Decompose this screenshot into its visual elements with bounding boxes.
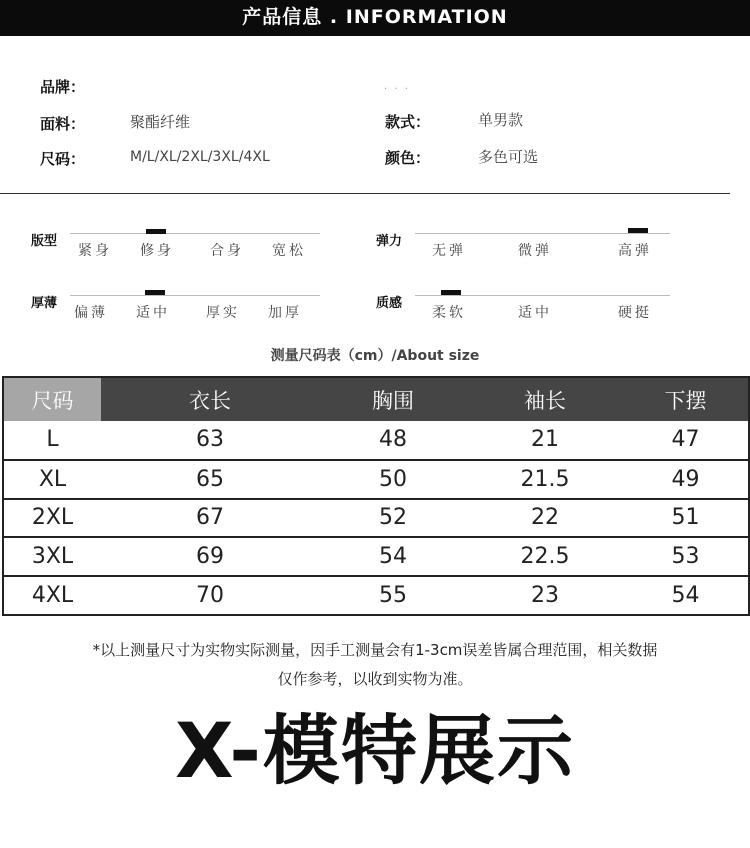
texture-option: 适中 [518,305,552,321]
table-cell: 53 [671,544,700,570]
table-cell: 67 [196,505,224,531]
table-cell: 54 [671,583,700,609]
thickness-option: 加厚 [268,305,302,321]
texture-scale-line [415,295,670,296]
texture-scale-label: 质感 [376,296,403,311]
elasticity-option: 高弹 [618,243,652,259]
elasticity-scale-marker [628,228,648,233]
section-divider [0,193,730,194]
header-chest: 胸围 [319,377,467,421]
model-showcase-title: X-模特展示 [175,706,575,795]
size-value: M/L/XL/2XL/3XL/4XL [130,149,270,165]
size-table-title: 测量尺码表（cm）/About size [270,348,480,364]
elasticity-option: 无弹 [432,243,466,259]
header-size: 尺码 [3,377,101,421]
fit-scale-line [70,233,320,234]
thickness-scale-line [70,295,320,296]
style-label: 款式： [385,113,431,131]
table-cell: 52 [379,505,407,531]
thickness-option: 偏薄 [74,305,108,321]
table-cell: XL [38,466,67,492]
header-length: 衣长 [101,377,319,421]
table-cell: 63 [196,427,224,453]
elasticity-option: 微弹 [518,243,552,259]
fabric-value: 聚酯纤维 [130,113,191,131]
measurement-note-line: *以上测量尺寸为实物实际测量，因手工测量会有1-3cm误差皆属合理范围，相关数据 [92,641,658,659]
table-cell: 3XL [31,544,74,570]
table-row [3,421,749,460]
color-label: 颜色： [385,149,431,167]
texture-option: 硬挺 [618,305,652,321]
table-cell: 47 [671,427,700,453]
fit-scale-marker [146,229,166,234]
table-cell: 4XL [31,583,74,609]
thickness-scale-label: 厚薄 [31,296,58,311]
table-cell: 23 [531,583,559,609]
table-cell: L [46,427,59,453]
table-cell: 48 [379,427,407,453]
fit-option: 合身 [210,243,244,259]
thickness-scale-marker [145,290,165,295]
table-cell: 49 [671,466,700,492]
table-cell: 50 [379,466,407,492]
table-cell: 21 [531,427,559,453]
elasticity-scale-line [415,233,670,234]
measurement-note-line: 仅作参考，以收到实物为准。 [277,670,473,688]
fit-option: 宽松 [272,243,306,259]
color-value: 多色可选 [478,148,539,166]
elasticity-scale-label: 弹力 [376,234,403,249]
fit-option: 修身 [140,243,174,259]
table-cell: 51 [671,505,700,531]
texture-scale-marker [441,290,461,295]
table-row [3,460,749,499]
brand-placeholder-dots: · · · [384,84,410,95]
table-cell: 22 [531,505,559,531]
table-cell: 21.5 [520,466,570,492]
table-row [3,537,749,576]
size-table [2,376,750,616]
thickness-option: 适中 [136,305,170,321]
fit-scale-label: 版型 [31,234,58,249]
size-table-header-row [3,377,749,421]
table-cell: 69 [196,544,224,570]
measurement-note [20,636,730,694]
table-cell: 2XL [31,505,74,531]
header-hem: 下摆 [623,377,749,421]
table-cell: 22.5 [520,544,570,570]
texture-option: 柔软 [432,305,466,321]
header-sleeve: 袖长 [467,377,623,421]
size-label: 尺码： [40,150,86,168]
fit-option: 紧身 [78,243,112,259]
table-row [3,576,749,615]
brand-label: 品牌： [40,78,86,96]
table-cell: 55 [379,583,407,609]
fabric-label: 面料： [40,115,86,133]
style-value: 单男款 [478,111,524,129]
table-cell: 65 [196,466,224,492]
table-row [3,499,749,538]
table-cell: 54 [379,544,407,570]
thickness-option: 厚实 [206,305,240,321]
table-cell: 70 [196,583,224,609]
information-header: 产品信息 . INFORMATION [0,0,750,36]
